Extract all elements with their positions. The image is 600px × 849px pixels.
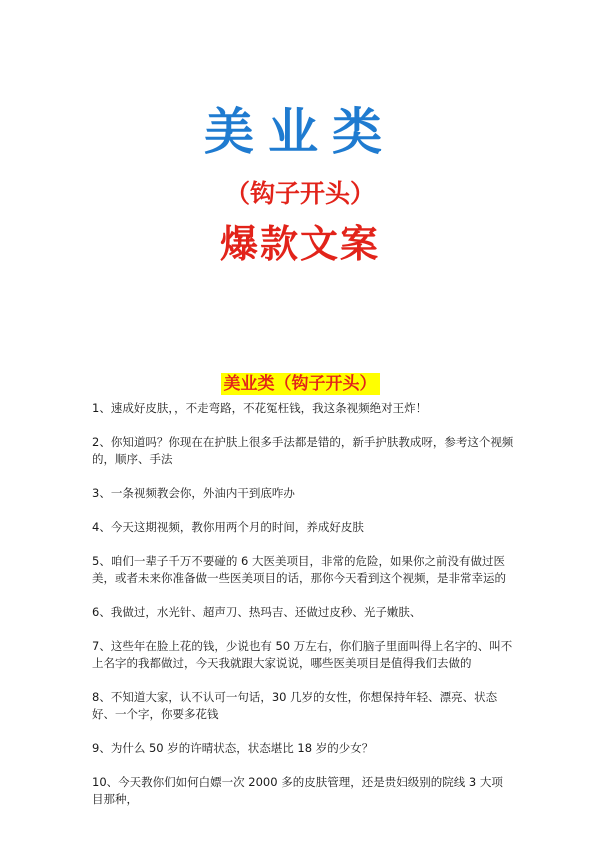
list-item: 3、一条视频教会你，外油内干到底咋办 xyxy=(92,486,295,500)
copy-list xyxy=(92,400,514,825)
page-headline: 爆款文案 xyxy=(219,222,380,266)
list-item: 6、我做过，水光针、超声刀、热玛吉、还做过皮秒、光子嫩肤、 xyxy=(92,605,422,619)
page-title: 美业类 xyxy=(204,103,396,161)
list-item: 10、今天教你们如何白嫖一次 2000 多的皮肤管理，还是贵妇级别的院线 3 大项目那种， xyxy=(92,775,503,806)
section-heading: 美业类（钩子开头） xyxy=(221,373,380,395)
section-heading-wrap xyxy=(0,373,600,395)
page-subtitle: （钩子开头） xyxy=(224,179,375,208)
list-item: 1、速成好皮肤，，不走弯路，不花冤枉钱，我这条视频绝对王炸！ xyxy=(92,401,428,415)
list-item: 7、这些年在脸上花的钱，少说也有 50 万左右，你们脑子里面叫得上名字的、叫不上名字的我都做过，今天我就跟大家说说，哪些医美项目是值得我们去做的 xyxy=(92,639,513,670)
list-item: 8、不知道大家，认不认可一句话，30 几岁的女性，你想保持年轻、漂亮、状态好、一个字，你要多花钱 xyxy=(92,690,498,721)
list-item: 9、为什么 50 岁的许晴状态，状态堪比 18 岁的少女？ xyxy=(92,741,374,755)
list-item: 4、今天这期视频，教你用两个月的时间，养成好皮肤 xyxy=(92,520,364,534)
list-item: 2、你知道吗？你现在在护肤上很多手法都是错的，新手护肤教成呀，参考这个视频的，顺序、手法 xyxy=(92,435,514,466)
list-item: 5、咱们一辈子千万不要碰的 6 大医美项目，非常的危险，如果你之前没有做过医美，或者未来你准备做一些医美项目的话，那你今天看到这个视频，是非常幸运的 xyxy=(92,554,506,585)
